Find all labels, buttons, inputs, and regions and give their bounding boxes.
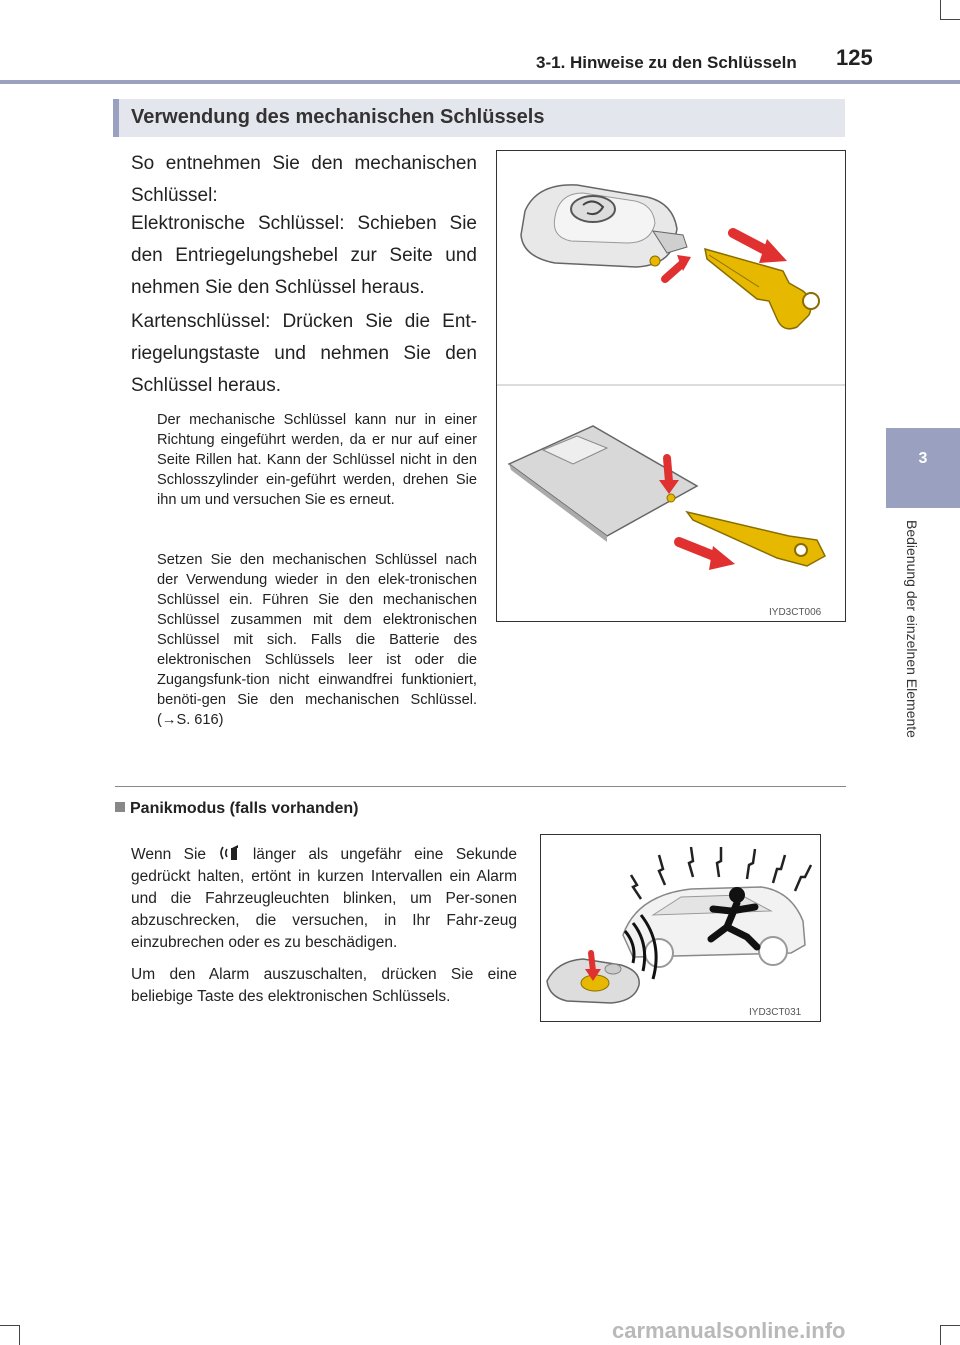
bullet-square-icon xyxy=(115,802,125,812)
section-heading-bar xyxy=(113,99,845,137)
panic-mode-heading-text: Panikmodus (falls vorhanden) xyxy=(130,800,359,817)
watermark: carmanualsonline.info xyxy=(612,1318,846,1343)
header-rule xyxy=(0,80,960,84)
figure-code-2: IYD3CT031 xyxy=(749,1007,802,1018)
chapter-label-text: Bedienung der einzelnen Elemente xyxy=(904,520,920,738)
paragraph-intro: So entnehmen Sie den mechanischen Schlüssel: xyxy=(131,153,477,206)
crop-mark xyxy=(19,1325,20,1345)
section-title: Verwendung des mechanischen Schlüssels xyxy=(131,106,545,128)
panic-paragraph-2: Um den Alarm auszuschalten, drücken Sie eine beliebige Taste des elektronischen Schlüssels. xyxy=(131,966,517,1005)
crop-mark xyxy=(940,1325,941,1345)
section-divider xyxy=(115,786,846,787)
paragraph-electronic-key: Elektronische Schlüssel: Schieben Sie den Entriegelungshebel zur Seite und nehmen Sie den Schlüssel heraus. xyxy=(131,213,477,298)
paragraph-card-key: Kartenschlüssel: Drücken Sie die Ent-riegelungstaste und nehmen Sie den Schlüssel heraus. xyxy=(131,311,477,396)
panic-car-illustration xyxy=(541,835,820,1021)
note-insertion: Der mechanische Schlüssel kann nur in einer Richtung eingeführt werden, da er nur auf einer Seite Rillen hat. Kann der Schlüssel nicht in den Schlosszylinder ein-geführt werden, drehen Sie ihn um und versuchen Sie es erneut. xyxy=(157,412,477,508)
card-key-illustration xyxy=(497,386,845,622)
chapter-number: 3 xyxy=(918,450,928,467)
panic-button-icon xyxy=(218,845,240,861)
panic-mode-heading xyxy=(115,800,358,818)
page-number: 125 xyxy=(836,45,873,70)
key-removal-figure xyxy=(496,150,846,622)
figure-code: IYD3CT006 xyxy=(769,607,822,618)
crop-mark xyxy=(940,1325,960,1326)
crop-mark xyxy=(0,1325,20,1326)
chapter-tab xyxy=(886,428,960,508)
panic-text-after: länger als ungefähr eine Sekunde gedrückt halten, ertönt in kurzen Intervallen ein Alarm und die Fahrzeugleuchten blinken, um Per-sonen abzuschrecken, die versuchen, in Ihr Fahr-zeug einzubrechen oder es zu beschädigen. xyxy=(131,846,518,951)
crop-mark xyxy=(940,19,960,20)
panic-text-before: Wenn Sie xyxy=(131,846,207,863)
header-section-title: 3-1. Hinweise zu den Schlüsseln xyxy=(536,53,797,72)
note-reinsert: Setzen Sie den mechanischen Schlüssel nach der Verwendung wieder in den elek-tronischen Schlüssel ein. Führen Sie den mechanischen Schlüssel zusammen mit dem elektronischen Schlüssel mit sich. Falls die Batterie des elektronischen Schlüssels leer ist oder die Zugangsfunk-tion nicht einwandfrei funktioniert, benöti-gen Sie den mechanischen Schlüssel. (→S. 616) xyxy=(157,552,477,728)
chapter-side-label xyxy=(904,520,924,790)
electronic-key-illustration xyxy=(497,151,845,384)
panic-mode-figure xyxy=(540,834,821,1022)
panic-paragraph-1 xyxy=(131,844,517,954)
crop-mark xyxy=(940,0,941,20)
